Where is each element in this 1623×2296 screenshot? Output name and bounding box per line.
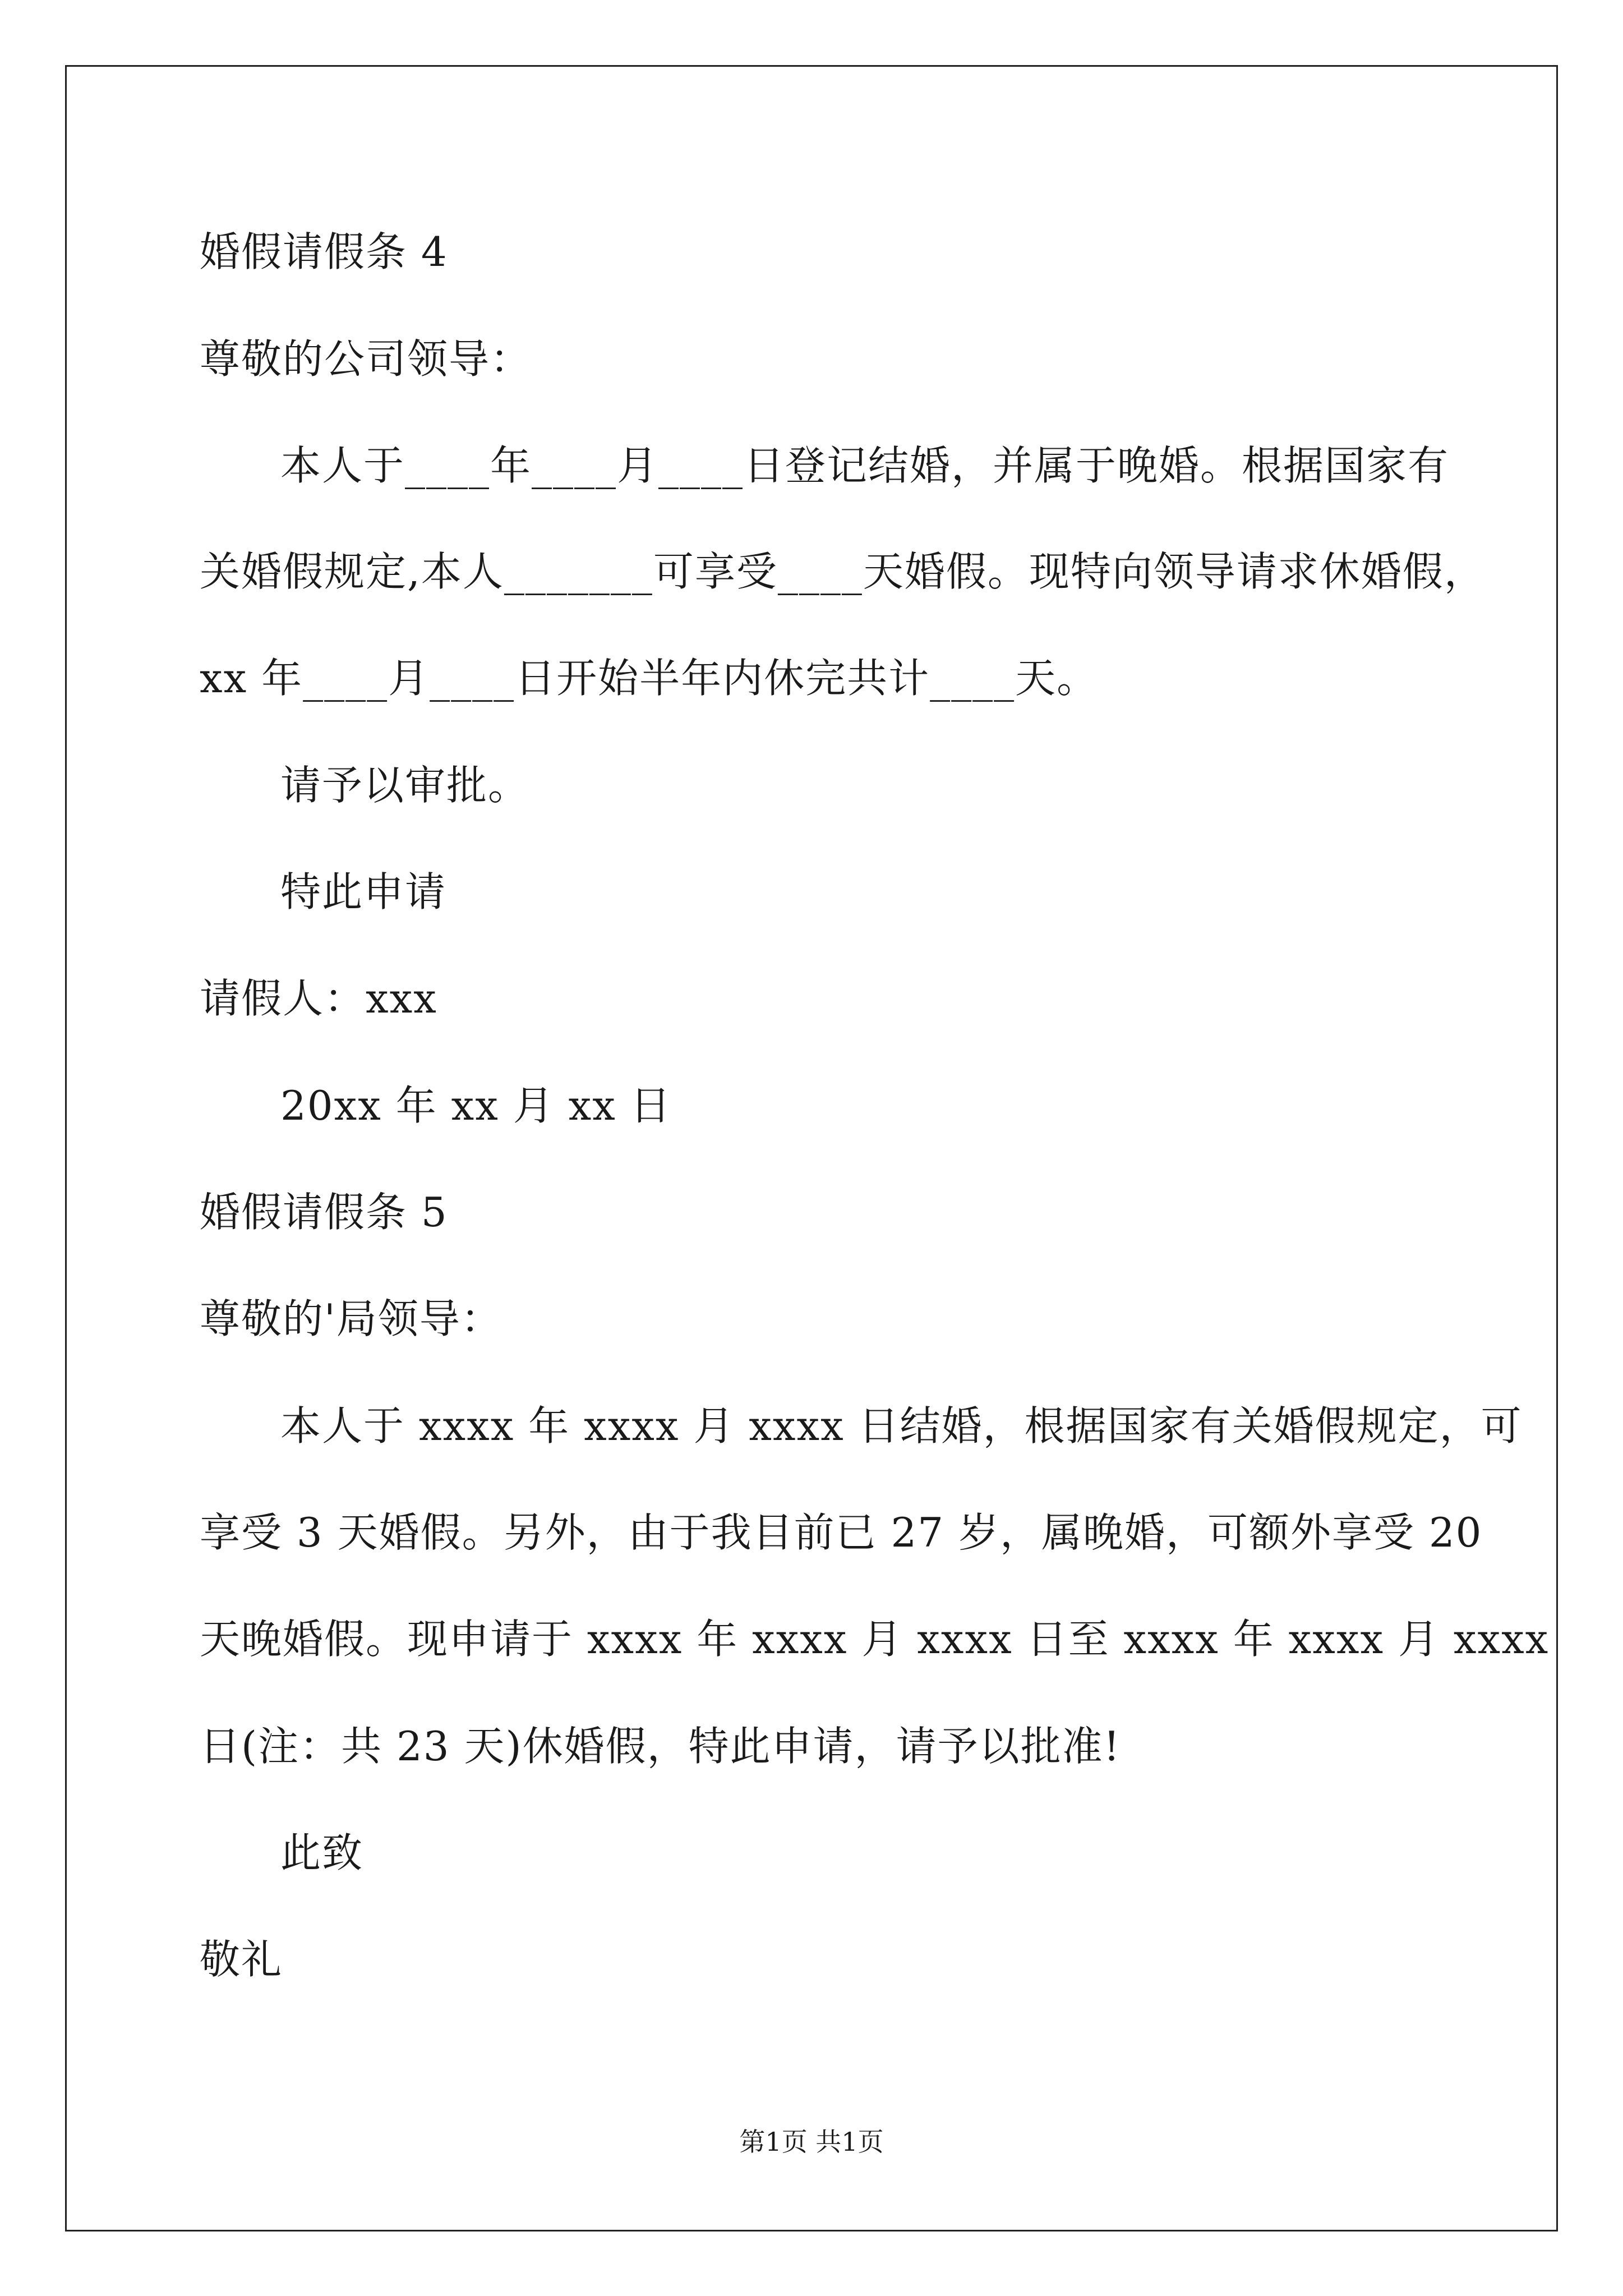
body-line: 关婚假规定,本人_______可享受____天婚假。现特向领导请求休婚假，: [200, 548, 1486, 595]
closing-phrase: 特此申请: [280, 868, 447, 915]
body-line: 本人于 xxxx 年 xxxx 月 xxxx 日结婚，根据国家有关婚假规定，可: [280, 1402, 1523, 1450]
heading-letter-4: 婚假请假条 4: [200, 228, 448, 275]
request-approval: 请予以审批。: [280, 762, 530, 809]
body-line: 享受 3 天婚假。另外，由于我目前已 27 岁，属晚婚，可额外享受 20: [200, 1509, 1483, 1556]
page-footer: 第1页 共1页: [739, 2127, 884, 2157]
closing-cizhi: 此致: [280, 1829, 364, 1876]
applicant-line: 请假人：xxx: [200, 975, 437, 1022]
salutation-5: 尊敬的'局领导：: [200, 1295, 502, 1342]
closing-jingli: 敬礼: [200, 1936, 283, 1983]
body-line: 日(注：共 23 天)休婚假，特此申请，请予以批准!: [200, 1723, 1121, 1770]
heading-letter-5: 婚假请假条 5: [200, 1189, 448, 1236]
date-line: 20xx 年 xx 月 xx 日: [280, 1082, 672, 1129]
body-line: xx 年____月____日开始半年内休完共计____天。: [200, 655, 1099, 702]
page-border: [65, 65, 1558, 2231]
body-line: 天晚婚假。现申请于 xxxx 年 xxxx 月 xxxx 日至 xxxx 年 xxxx 月 xxxx: [200, 1616, 1550, 1663]
body-line: 本人于____年____月____日登记结婚，并属于晚婚。根据国家有: [280, 442, 1450, 489]
salutation-4: 尊敬的公司领导：: [200, 335, 532, 383]
